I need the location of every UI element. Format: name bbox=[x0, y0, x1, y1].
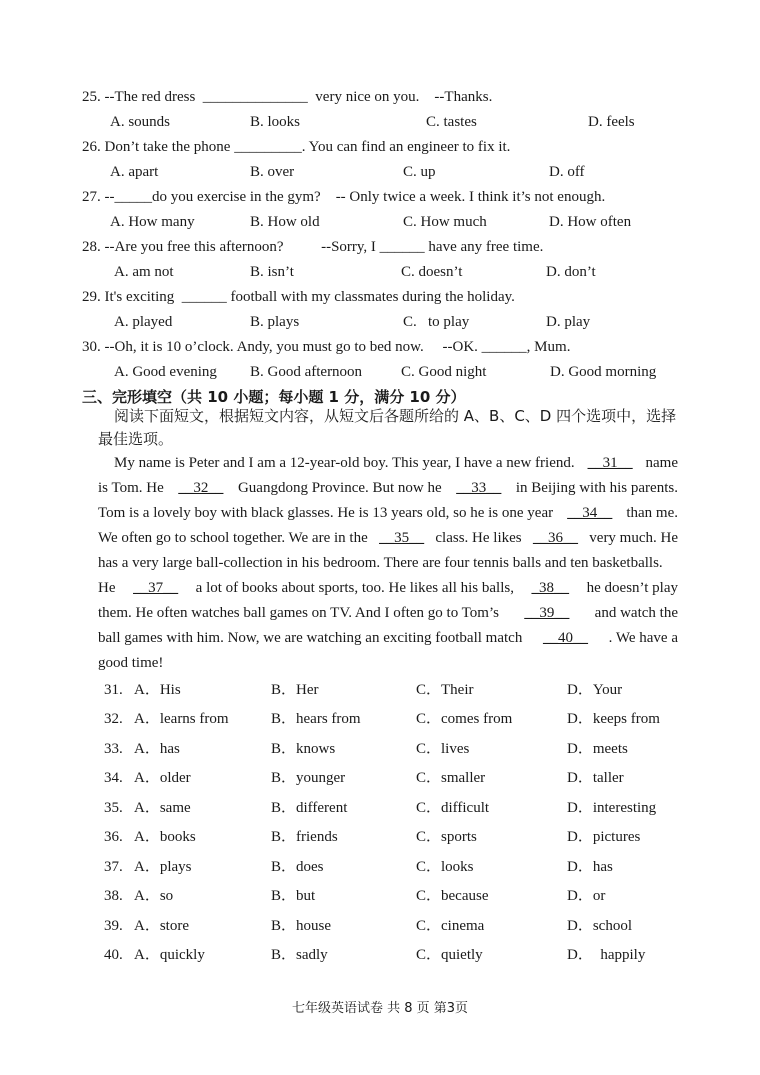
option-b: B. over bbox=[250, 164, 295, 180]
passage-text: . We have a bbox=[608, 630, 678, 646]
passage-text: and watch the bbox=[594, 605, 678, 621]
option-b: B. plays bbox=[250, 314, 300, 330]
option-a: A. apart bbox=[110, 164, 159, 180]
blank-34: __34__ bbox=[567, 505, 613, 521]
option-d: D. feels bbox=[588, 114, 635, 130]
passage-text: is Tom. He bbox=[98, 480, 164, 496]
option-a: A. Good evening bbox=[114, 364, 217, 380]
option-a: A．same bbox=[134, 800, 191, 816]
option-c: C. to play bbox=[403, 314, 470, 330]
option-c: C．smaller bbox=[416, 770, 486, 786]
blank-39: __39__ bbox=[524, 605, 570, 621]
passage-text: very much. He bbox=[589, 530, 678, 546]
page-footer: 七年级英语试卷 共 8 页 第3页 bbox=[291, 1001, 469, 1016]
passage-line bbox=[98, 654, 678, 672]
passage-text: he doesn’t play bbox=[586, 580, 678, 596]
question-stem: 27. --_____do you exercise in the gym? -- Only twice a week. I think it’s not enough. bbox=[82, 189, 606, 205]
option-c: C. up bbox=[403, 164, 436, 180]
option-c: C．looks bbox=[416, 859, 474, 875]
option-b: B．sadly bbox=[271, 947, 328, 963]
question-stem: 28. --Are you free this afternoon? --Sorry, I ______ have any free time. bbox=[82, 239, 544, 255]
option-b: B．younger bbox=[271, 770, 346, 786]
option-d: D. Good morning bbox=[550, 364, 657, 380]
option-d: D．interesting bbox=[567, 800, 657, 816]
passage-text: in Beijing with his parents. bbox=[515, 480, 678, 496]
option-b: B．knows bbox=[271, 741, 336, 757]
option-b: B．but bbox=[271, 888, 316, 904]
option-a: A. sounds bbox=[110, 114, 171, 130]
question-number: 37. bbox=[104, 859, 123, 875]
blank-38: _38__ bbox=[531, 580, 570, 596]
passage-text: class. He likes bbox=[435, 530, 522, 546]
question-number: 36. bbox=[104, 829, 123, 845]
option-a: A. How many bbox=[110, 214, 195, 230]
blank-35: __35__ bbox=[379, 530, 425, 546]
passage-line bbox=[98, 579, 678, 597]
passage-line bbox=[114, 454, 678, 472]
option-d: D. How often bbox=[549, 214, 632, 230]
question-number: 38. bbox=[104, 888, 123, 904]
passage-text: has a very large ball-collection in his bedroom. There are four tennis balls and ten basketballs. bbox=[98, 555, 663, 571]
question-number: 39. bbox=[104, 918, 123, 934]
question-stem: 25. --The red dress ______________ very nice on you. --Thanks. bbox=[82, 89, 493, 105]
option-a: A. am not bbox=[114, 264, 174, 280]
option-c: C．comes from bbox=[416, 711, 513, 727]
option-c: C. Good night bbox=[401, 364, 487, 380]
option-a: A．so bbox=[134, 888, 174, 904]
section-instruction: 阅读下面短文，根据短文内容，从短文后各题所给的 A、B、C、D 四个选项中，选择 bbox=[114, 407, 677, 425]
question-stem: 30. --Oh, it is 10 o’clock. Andy, you must go to bed now. --OK. ______, Mum. bbox=[82, 339, 571, 355]
passage-text: Guangdong Province. But now he bbox=[237, 480, 442, 496]
option-c: C. doesn’t bbox=[401, 264, 463, 280]
option-a: A．has bbox=[134, 741, 180, 757]
option-a: A．His bbox=[134, 682, 181, 698]
option-c: C．Their bbox=[416, 682, 474, 698]
option-d: D．pictures bbox=[567, 829, 641, 845]
option-c: C．lives bbox=[416, 741, 470, 757]
option-b: B. looks bbox=[250, 114, 301, 130]
question-stem: 26. Don’t take the phone _________. You can find an engineer to fix it. bbox=[82, 139, 511, 155]
passage-line bbox=[98, 479, 678, 497]
passage-line bbox=[98, 529, 678, 547]
question-number: 33. bbox=[104, 741, 123, 757]
option-c: C．sports bbox=[416, 829, 477, 845]
option-b: B．friends bbox=[271, 829, 338, 845]
option-a: A．books bbox=[134, 829, 196, 845]
blank-36: __36__ bbox=[532, 530, 578, 546]
option-a: A．plays bbox=[134, 859, 192, 875]
option-c: C．quietly bbox=[416, 947, 483, 963]
option-b: B. isn’t bbox=[250, 264, 294, 280]
passage-text: good time! bbox=[98, 655, 164, 671]
option-b: B．does bbox=[271, 859, 324, 875]
passage-text: He bbox=[98, 580, 116, 596]
option-d: D．school bbox=[567, 918, 632, 934]
passage-text: them. He often watches ball games on TV. And I often go to Tom’s bbox=[98, 605, 499, 621]
section-instruction-cont: 最佳选项。 bbox=[98, 430, 174, 448]
passage-text: name bbox=[645, 455, 678, 471]
question-number: 34. bbox=[104, 770, 123, 786]
option-d: D．keeps from bbox=[567, 711, 660, 727]
passage-line bbox=[98, 629, 678, 647]
option-d: D．taller bbox=[567, 770, 624, 786]
section-title: 三、完形填空（共 10 小题；每小题 1 分，满分 10 分） bbox=[82, 388, 466, 406]
option-d: D. off bbox=[549, 164, 585, 180]
option-b: B．hears from bbox=[271, 711, 361, 727]
option-c: C．cinema bbox=[416, 918, 485, 934]
passage-line bbox=[98, 604, 678, 622]
blank-31: __31__ bbox=[587, 455, 633, 471]
question-number: 31. bbox=[104, 682, 123, 698]
option-c: C．because bbox=[416, 888, 489, 904]
option-b: B．house bbox=[271, 918, 332, 934]
option-a: A．store bbox=[134, 918, 189, 934]
option-d: D．meets bbox=[567, 741, 628, 757]
option-c: C．difficult bbox=[416, 800, 490, 816]
passage-text: a lot of books about sports, too. He likes all his balls, bbox=[195, 580, 514, 596]
option-a: A．older bbox=[134, 770, 191, 786]
passage-line bbox=[98, 554, 678, 572]
question-number: 32. bbox=[104, 711, 123, 727]
option-a: A．learns from bbox=[134, 711, 229, 727]
passage-text: My name is Peter and I am a 12-year-old boy. This year, I have a new friend. bbox=[114, 455, 575, 471]
option-d: D．Your bbox=[567, 682, 623, 698]
question-number: 40. bbox=[104, 947, 123, 963]
option-d: D．or bbox=[567, 888, 606, 904]
blank-37: __37__ bbox=[133, 580, 179, 596]
option-d: D．has bbox=[567, 859, 613, 875]
option-d: D. don’t bbox=[546, 264, 596, 280]
option-b: B. How old bbox=[250, 214, 320, 230]
option-a: A. played bbox=[114, 314, 173, 330]
option-d: D． happily bbox=[567, 947, 646, 963]
blank-32: __32__ bbox=[178, 480, 224, 496]
passage-text: than me. bbox=[626, 505, 678, 521]
option-b: B．different bbox=[271, 800, 348, 816]
option-b: B．Her bbox=[271, 682, 319, 698]
blank-33: __33__ bbox=[456, 480, 502, 496]
passage-text: ball games with him. Now, we are watching an exciting football match bbox=[98, 630, 523, 646]
option-c: C. How much bbox=[403, 214, 487, 230]
question-stem: 29. It's exciting ______ football with my classmates during the holiday. bbox=[82, 289, 515, 305]
option-d: D. play bbox=[546, 314, 591, 330]
option-a: A．quickly bbox=[134, 947, 205, 963]
option-b: B. Good afternoon bbox=[250, 364, 363, 380]
passage-line bbox=[98, 504, 678, 522]
question-number: 35. bbox=[104, 800, 123, 816]
passage-text: We often go to school together. We are in the bbox=[98, 530, 368, 546]
blank-40: __40__ bbox=[543, 630, 588, 646]
passage-text: Tom is a lovely boy with black glasses. He is 13 years old, so he is one year bbox=[98, 505, 554, 521]
option-c: C. tastes bbox=[426, 114, 477, 130]
